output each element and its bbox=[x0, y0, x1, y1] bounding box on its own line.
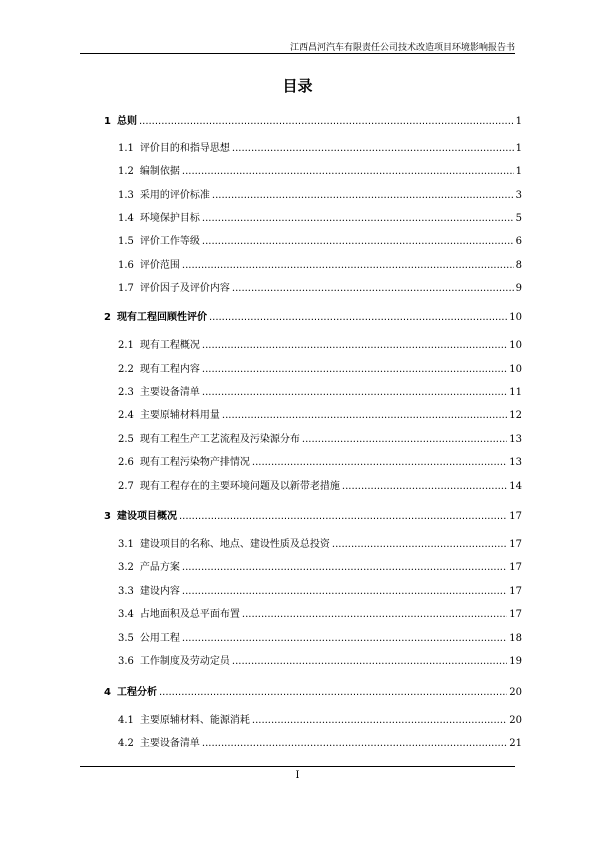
toc-entry-label: 主要原辅材料用量 bbox=[139, 410, 220, 421]
toc-entry-label: 主要设备清单 bbox=[139, 387, 200, 398]
toc-entry-label: 现有工程概况 bbox=[139, 340, 200, 351]
toc-entry-label: 总则 bbox=[116, 116, 137, 127]
toc-entry-number: 1.1 bbox=[118, 143, 134, 154]
toc-entry-label: 评价工作等级 bbox=[139, 236, 200, 247]
toc-entry-number: 2.7 bbox=[118, 481, 134, 492]
page-number: I bbox=[295, 770, 300, 781]
toc-chapter-entry[interactable] bbox=[104, 507, 522, 521]
toc-entry-number: 3.3 bbox=[118, 586, 134, 597]
toc-entry-page: 17 bbox=[509, 609, 522, 620]
toc-entry-number: 2.1 bbox=[118, 340, 134, 351]
toc-dot-leader bbox=[222, 410, 507, 421]
toc-section-entry[interactable] bbox=[118, 360, 522, 374]
toc-dot-leader bbox=[232, 656, 507, 667]
toc-dot-leader bbox=[182, 260, 514, 271]
toc-entry-page: 20 bbox=[509, 715, 522, 726]
running-header bbox=[0, 40, 595, 54]
toc-entry-number: 3.1 bbox=[118, 539, 134, 550]
toc-entry-number: 3 bbox=[104, 511, 111, 522]
toc-entry-page: 3 bbox=[515, 190, 522, 201]
toc-entry-label: 评价因子及评价内容 bbox=[139, 283, 230, 294]
toc-entry-number: 4 bbox=[104, 687, 111, 698]
toc-section-entry[interactable] bbox=[118, 186, 522, 200]
toc-entry-page: 5 bbox=[515, 213, 522, 224]
toc-dot-leader bbox=[139, 116, 514, 127]
toc-entry-label: 现有工程内容 bbox=[139, 364, 200, 375]
toc-entry-number: 2.2 bbox=[118, 364, 134, 375]
toc-section-entry[interactable] bbox=[118, 629, 522, 643]
toc-entry-label: 建设项目概况 bbox=[116, 511, 177, 522]
toc-entry-label: 现有工程回顾性评价 bbox=[116, 312, 207, 323]
toc-chapter-entry[interactable] bbox=[104, 112, 522, 126]
toc-entry-number: 2.5 bbox=[118, 434, 134, 445]
toc-entry-page: 18 bbox=[509, 633, 522, 644]
toc-entry-label: 现有工程生产工艺流程及污染源分布 bbox=[139, 434, 300, 445]
toc-section-entry[interactable] bbox=[118, 477, 522, 491]
toc-section-entry[interactable] bbox=[118, 139, 522, 153]
toc-entry-number: 4.1 bbox=[118, 715, 134, 726]
toc-entry-label: 公用工程 bbox=[139, 633, 180, 644]
toc-entry-number: 1.5 bbox=[118, 236, 134, 247]
toc-entry-page: 10 bbox=[509, 364, 522, 375]
toc-entry-number: 3.6 bbox=[118, 656, 134, 667]
toc-dot-leader bbox=[232, 283, 514, 294]
toc-entry-page: 1 bbox=[515, 143, 522, 154]
toc-dot-leader bbox=[209, 312, 507, 323]
toc-dot-leader bbox=[182, 586, 507, 597]
toc-chapter-entry[interactable] bbox=[104, 683, 522, 697]
toc-entry-page: 8 bbox=[515, 260, 522, 271]
toc-entry-number: 3.5 bbox=[118, 633, 134, 644]
toc-section-entry[interactable] bbox=[118, 383, 522, 397]
toc-entry-number: 1.3 bbox=[118, 190, 134, 201]
toc-entry-label: 评价目的和指导思想 bbox=[139, 143, 230, 154]
toc-dot-leader bbox=[182, 562, 507, 573]
toc-dot-leader bbox=[159, 687, 507, 698]
toc-chapter-entry[interactable] bbox=[104, 308, 522, 322]
toc-entry-label: 采用的评价标准 bbox=[139, 190, 210, 201]
toc-section-entry[interactable] bbox=[118, 711, 522, 725]
toc-section-entry[interactable] bbox=[118, 279, 522, 293]
toc-section-entry[interactable] bbox=[118, 430, 522, 444]
toc-section-entry[interactable] bbox=[118, 535, 522, 549]
toc-dot-leader bbox=[202, 364, 507, 375]
toc-entry-page: 11 bbox=[509, 387, 522, 398]
toc-dot-leader bbox=[179, 511, 507, 522]
toc-dot-leader bbox=[202, 340, 507, 351]
toc-entry-label: 工程分析 bbox=[116, 687, 157, 698]
toc-section-entry[interactable] bbox=[118, 582, 522, 596]
toc-entry-label: 产品方案 bbox=[139, 562, 180, 573]
toc-section-entry[interactable] bbox=[118, 406, 522, 420]
toc-dot-leader bbox=[202, 387, 507, 398]
toc-entry-number: 3.2 bbox=[118, 562, 134, 573]
toc-entry-number: 1.2 bbox=[118, 166, 134, 177]
toc-entry-number: 1.6 bbox=[118, 260, 134, 271]
toc-dot-leader bbox=[202, 236, 514, 247]
toc-entry-page: 13 bbox=[509, 457, 522, 468]
toc-entry-label: 工作制度及劳动定员 bbox=[139, 656, 230, 667]
toc-entry-number: 2.3 bbox=[118, 387, 134, 398]
toc-entry-page: 17 bbox=[509, 539, 522, 550]
toc-entry-page: 10 bbox=[509, 340, 522, 351]
toc-dot-leader bbox=[232, 143, 514, 154]
header-rule bbox=[80, 53, 515, 54]
toc-entry-page: 17 bbox=[509, 511, 522, 522]
toc-entry-page: 17 bbox=[509, 562, 522, 573]
toc-entry-page: 6 bbox=[515, 236, 522, 247]
toc-entry-number: 2.4 bbox=[118, 410, 134, 421]
toc-entry-number: 2.6 bbox=[118, 457, 134, 468]
toc-section-entry[interactable] bbox=[118, 336, 522, 350]
toc-entry-page: 1 bbox=[515, 166, 522, 177]
toc-section-entry[interactable] bbox=[118, 232, 522, 246]
toc-dot-leader bbox=[242, 609, 507, 620]
toc-entry-label: 现有工程污染物产排情况 bbox=[139, 457, 250, 468]
toc-entry-label: 主要设备清单 bbox=[139, 738, 200, 749]
toc-entry-number: 4.2 bbox=[118, 738, 134, 749]
toc-entry-number: 1.4 bbox=[118, 213, 134, 224]
toc-entry-label: 建设内容 bbox=[139, 586, 180, 597]
toc-entry-page: 9 bbox=[515, 283, 522, 294]
toc-entry-label: 建设项目的名称、地点、建设性质及总投资 bbox=[139, 539, 330, 550]
toc-entry-label: 编制依据 bbox=[139, 166, 180, 177]
toc-section-entry[interactable] bbox=[118, 256, 522, 270]
toc-entry-page: 21 bbox=[509, 738, 522, 749]
toc-entry-page: 12 bbox=[509, 410, 522, 421]
toc-entry-number: 1.7 bbox=[118, 283, 134, 294]
toc-section-entry[interactable] bbox=[118, 558, 522, 572]
toc-entry-label: 占地面积及总平面布置 bbox=[139, 609, 240, 620]
toc-entry-page: 10 bbox=[509, 312, 522, 323]
toc-dot-leader bbox=[202, 213, 514, 224]
toc-dot-leader bbox=[252, 715, 507, 726]
toc-dot-leader bbox=[302, 434, 507, 445]
footer-rule bbox=[80, 766, 515, 767]
toc-dot-leader bbox=[252, 457, 507, 468]
page-title: 目录 bbox=[282, 77, 313, 95]
toc-entry-page: 19 bbox=[509, 656, 522, 667]
toc-section-entry[interactable] bbox=[118, 734, 522, 748]
toc-section-entry[interactable] bbox=[118, 652, 522, 666]
toc-entry-label: 环境保护目标 bbox=[139, 213, 200, 224]
toc-entry-number: 2 bbox=[104, 312, 111, 323]
toc-entry-number: 1 bbox=[104, 116, 111, 127]
toc-section-entry[interactable] bbox=[118, 162, 522, 176]
toc-entry-number: 3.4 bbox=[118, 609, 134, 620]
toc-entry-page: 20 bbox=[509, 687, 522, 698]
toc-entry-label: 评价范围 bbox=[139, 260, 180, 271]
toc-dot-leader bbox=[342, 481, 507, 492]
toc-dot-leader bbox=[202, 738, 507, 749]
toc-dot-leader bbox=[212, 190, 514, 201]
toc-entry-page: 17 bbox=[509, 586, 522, 597]
toc-section-entry[interactable] bbox=[118, 605, 522, 619]
toc-dot-leader bbox=[182, 166, 514, 177]
toc-entry-label: 主要原辅材料、能源消耗 bbox=[139, 715, 250, 726]
toc-dot-leader bbox=[332, 539, 507, 550]
toc-entry-page: 14 bbox=[509, 481, 522, 492]
toc-section-entry[interactable] bbox=[118, 453, 522, 467]
toc-section-entry[interactable] bbox=[118, 209, 522, 223]
toc-entry-page: 1 bbox=[515, 116, 522, 127]
toc-entry-label: 现有工程存在的主要环境问题及以新带老措施 bbox=[139, 481, 340, 492]
toc-entry-page: 13 bbox=[509, 434, 522, 445]
toc-dot-leader bbox=[182, 633, 507, 644]
header-text: 江西昌河汽车有限责任公司技术改造项目环境影响报告书 bbox=[289, 43, 515, 53]
